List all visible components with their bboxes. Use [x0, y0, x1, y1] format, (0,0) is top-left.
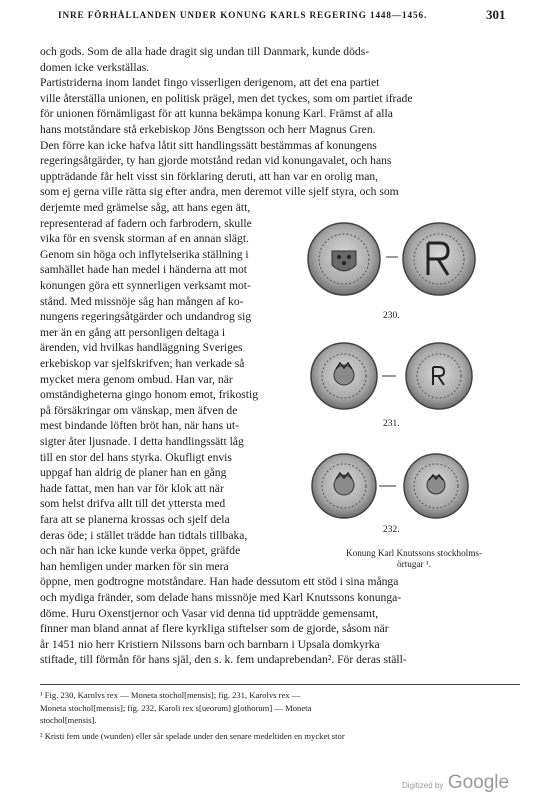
text-line: Partistriderna inom landet fingo visserligen derigenom, att det ena partiet	[40, 76, 380, 90]
footnote-line: stochol[mensis].	[40, 715, 97, 725]
coin-figure	[306, 217, 521, 562]
text-line: fara att se planerna krossas och sjelf dela	[40, 513, 230, 526]
text-line: år 1451 nio herr Kristiern Nilssons barn och barnbarn i Upsala domkyrka	[40, 637, 380, 651]
text-line: mest bindande löften bröt han, när hans ut-	[40, 419, 239, 433]
text-line: hade fattat, men han var för klok att när	[40, 481, 224, 495]
text-line: hans motståndare stå erkebiskop Jöns Bengtsson och herr Magnus Gren.	[40, 123, 376, 136]
text-line: ville återställa unionen, en politisk prägel, men det tyckes, som om partiet ifrade	[40, 91, 413, 105]
running-title: INRE FÖRHÅLLANDEN UNDER KONUNG KARLS REGERING 1448—1456.	[58, 10, 428, 20]
text-line: representerad af fadern och farbrodern, skulle	[40, 216, 252, 230]
text-line: uppträdande får helt visst sin förklaring deruti, att han var en orolig man,	[40, 169, 379, 183]
text-line: stånd. Med missnöje såg han mången af ko-	[40, 294, 244, 308]
text-line: till en stor del hans styrka. Okufligt envis	[40, 450, 232, 464]
text-line: samhället hade han medel i händerna att mot	[40, 263, 248, 277]
text-line: regeringsåtgärder, ty han gjorde motstånd redan vid konungavalet, och hans	[40, 154, 392, 168]
text-line: mer än en gång att personligen deltaga i	[40, 325, 226, 339]
text-line: för unionen förnämligast för att kunna bekämpa konung Karl. Främst af alla	[40, 107, 393, 121]
text-line: erkebiskop var sjelfskrifven; han verkade så	[40, 357, 245, 370]
text-line: domen icke verkställas.	[40, 60, 150, 74]
text-line: sigter åter ljusnade. I detta handlingssätt låg	[40, 435, 244, 448]
footnote-line: Moneta stochol[mensis]; fig. 232, Karoli rex s[ueorum] g[othorum] — Moneta	[40, 702, 312, 713]
watermark-brand-text: Google	[447, 772, 510, 793]
text-line: och när han icke kunde verka öppet, gräfde	[40, 544, 241, 558]
text-line: som helst drifva allt till det yttersta med	[40, 497, 226, 511]
text-line: som ej gerna ville rätta sig efter andra, men deremot ville sjelf styra, och som	[40, 185, 399, 199]
footnote-line: ¹ Fig. 230, Karolvs rex — Moneta stochol[mensis]; fig. 231, Karolvs rex —	[40, 690, 301, 700]
text-line: han hemligen under marken för sin mera	[40, 559, 229, 573]
coin-230-reverse	[403, 223, 475, 295]
figure-label-231: 231.	[383, 419, 400, 429]
text-line: på försäkringar om vänskap, men äfven de	[40, 403, 238, 417]
text-line: mycket mera genom ombud. Han var, när	[40, 372, 233, 386]
figure-label-230: 230.	[383, 311, 400, 321]
text-line: nungens regeringsåtgärder och undandrog sig	[40, 310, 252, 324]
text-line: öppne, men godtrogne motståndare. Han hade dessutom ett stöd i sina många	[40, 575, 399, 589]
text-line: konungen göra ett synnerligen verksamt mot-	[40, 279, 251, 292]
text-line: stiftade, till förmån för hans själ, den s. k. fem undaprebendan². För deras ställ-	[40, 653, 407, 667]
coin-231-reverse	[406, 343, 472, 409]
footnote-rule	[40, 684, 520, 685]
figure-caption-line2: örtugar ¹.	[397, 559, 431, 569]
footnote-line: ² Kristi fem unde (wunden) eller sår spelade under den senare medeltiden en mycket stor	[40, 730, 345, 741]
coin-232-obverse	[312, 454, 376, 518]
text-line: omständigheterna gingo honom emot, frikostig	[40, 388, 258, 402]
figure-caption-line1: Konung Karl Knutssons stockholms-	[345, 548, 483, 558]
figure-label-232: 232.	[383, 525, 400, 535]
text-line: döme. Huru Oxenstjernor och Vasar vid denna tid uppträdde gemensamt,	[40, 606, 379, 620]
text-line: uppgaf han aldrig de planer han en gång	[40, 466, 227, 480]
digitized-by-google-watermark	[402, 772, 509, 794]
text-line: Den förre kan icke hafva låtit sitt handlingssätt bestämmas af konungens	[40, 138, 377, 152]
watermark-small-text: Digitized by	[402, 781, 444, 790]
coin-230-obverse	[308, 223, 380, 295]
text-line: och gods. Som de alla hade dragit sig undan till Danmark, kunde döds-	[40, 45, 370, 58]
text-line: derjemte med grämelse såg, att hans egen ätt,	[40, 201, 251, 214]
text-line: och mydiga fränder, som delade hans missnöje med Karl Knutssons konunga-	[40, 591, 402, 604]
text-line: deras öde; i stället trädde han tidtals tillbaka,	[40, 528, 248, 542]
coin-232-reverse	[404, 454, 468, 518]
text-line: finner man bland annat af flere kyrkliga stiftelser som de gjorde, såsom när	[40, 622, 389, 636]
text-line: Genom sin höga och inflytelserika ställning i	[40, 247, 249, 261]
text-line: ärenden, vid hvilkas handläggning Sveriges	[40, 341, 243, 355]
text-line: vika för en svensk storman af en annan slägt.	[40, 232, 249, 246]
coin-231-obverse	[311, 343, 377, 409]
page-number: 301	[486, 7, 506, 22]
